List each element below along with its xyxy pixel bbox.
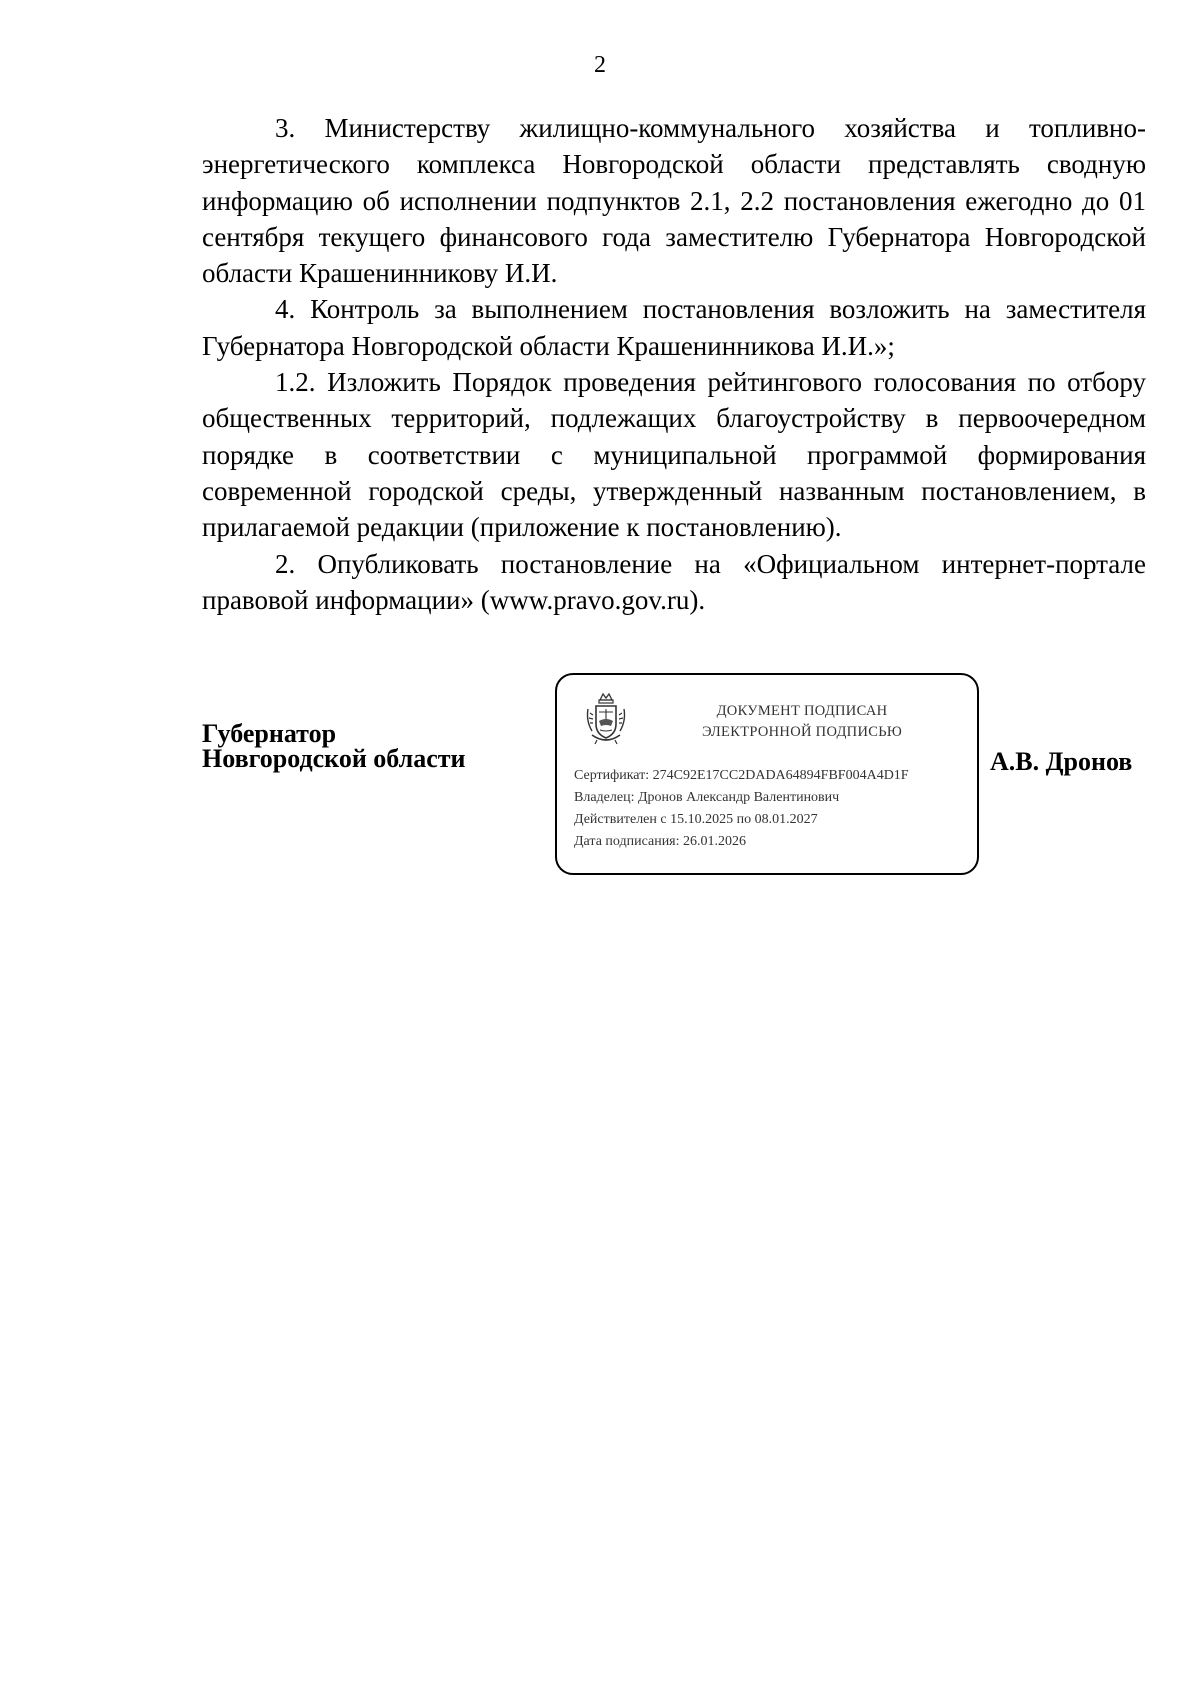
electronic-signature-stamp <box>555 673 979 875</box>
stamp-owner: Владелец: Дронов Александр Валентинович <box>574 790 840 805</box>
document-body <box>202 110 1146 618</box>
paragraph-2: 2. Опубликовать постановление на «Официальном интернет-портале правовой информации» (www.pravo.gov.ru). <box>202 548 1146 615</box>
stamp-certificate: Сертификат: 274C92E17CC2DADA64894FBF004A4D1F <box>574 768 909 783</box>
signatory-position-line1: Губернатор <box>202 719 337 748</box>
stamp-title-line2: ЭЛЕКТРОННОЙ ПОДПИСЬЮ <box>701 724 903 740</box>
stamp-details <box>574 765 909 853</box>
paragraph-3: 3. Министерству жилищно-коммунального хозяйства и топливно-энергетического комплекса Новгородской области представлять сводную информацию об исполнении подпунктов 2.1, 2.2 постановления ежегодно до 01 сентября текущего финансового года заместителю Губернатора Новгородской области Крашенинникову И.И. <box>202 113 1146 289</box>
stamp-title-line1: ДОКУМЕНТ ПОДПИСАН <box>716 703 888 719</box>
signatory-position <box>202 721 466 771</box>
paragraph-1-2: 1.2. Изложить Порядок проведения рейтингового голосования по отбору общественных территорий, подлежащих благоустройству в первоочередном порядке в соответствии с муниципальной программой формирования современной городской среды, утвержденный названным постановлением, в прилагаемой редакции (приложение к постановлению). <box>202 367 1146 543</box>
signatory-name: А.В. Дронов <box>990 747 1133 776</box>
stamp-title <box>657 701 947 743</box>
signatory-position-line2: Новгородской области <box>202 744 466 773</box>
paragraph-4: 4. Контроль за выполнением постановления возложить на заместителя Губернатора Новгородской области Крашенинникова И.И.»; <box>202 294 1146 361</box>
stamp-signing-date: Дата подписания: 26.01.2026 <box>574 834 747 849</box>
page-number: 2 <box>594 52 606 78</box>
stamp-validity: Действителен с 15.10.2025 по 08.01.2027 <box>574 812 818 827</box>
coat-of-arms-icon <box>584 691 628 747</box>
